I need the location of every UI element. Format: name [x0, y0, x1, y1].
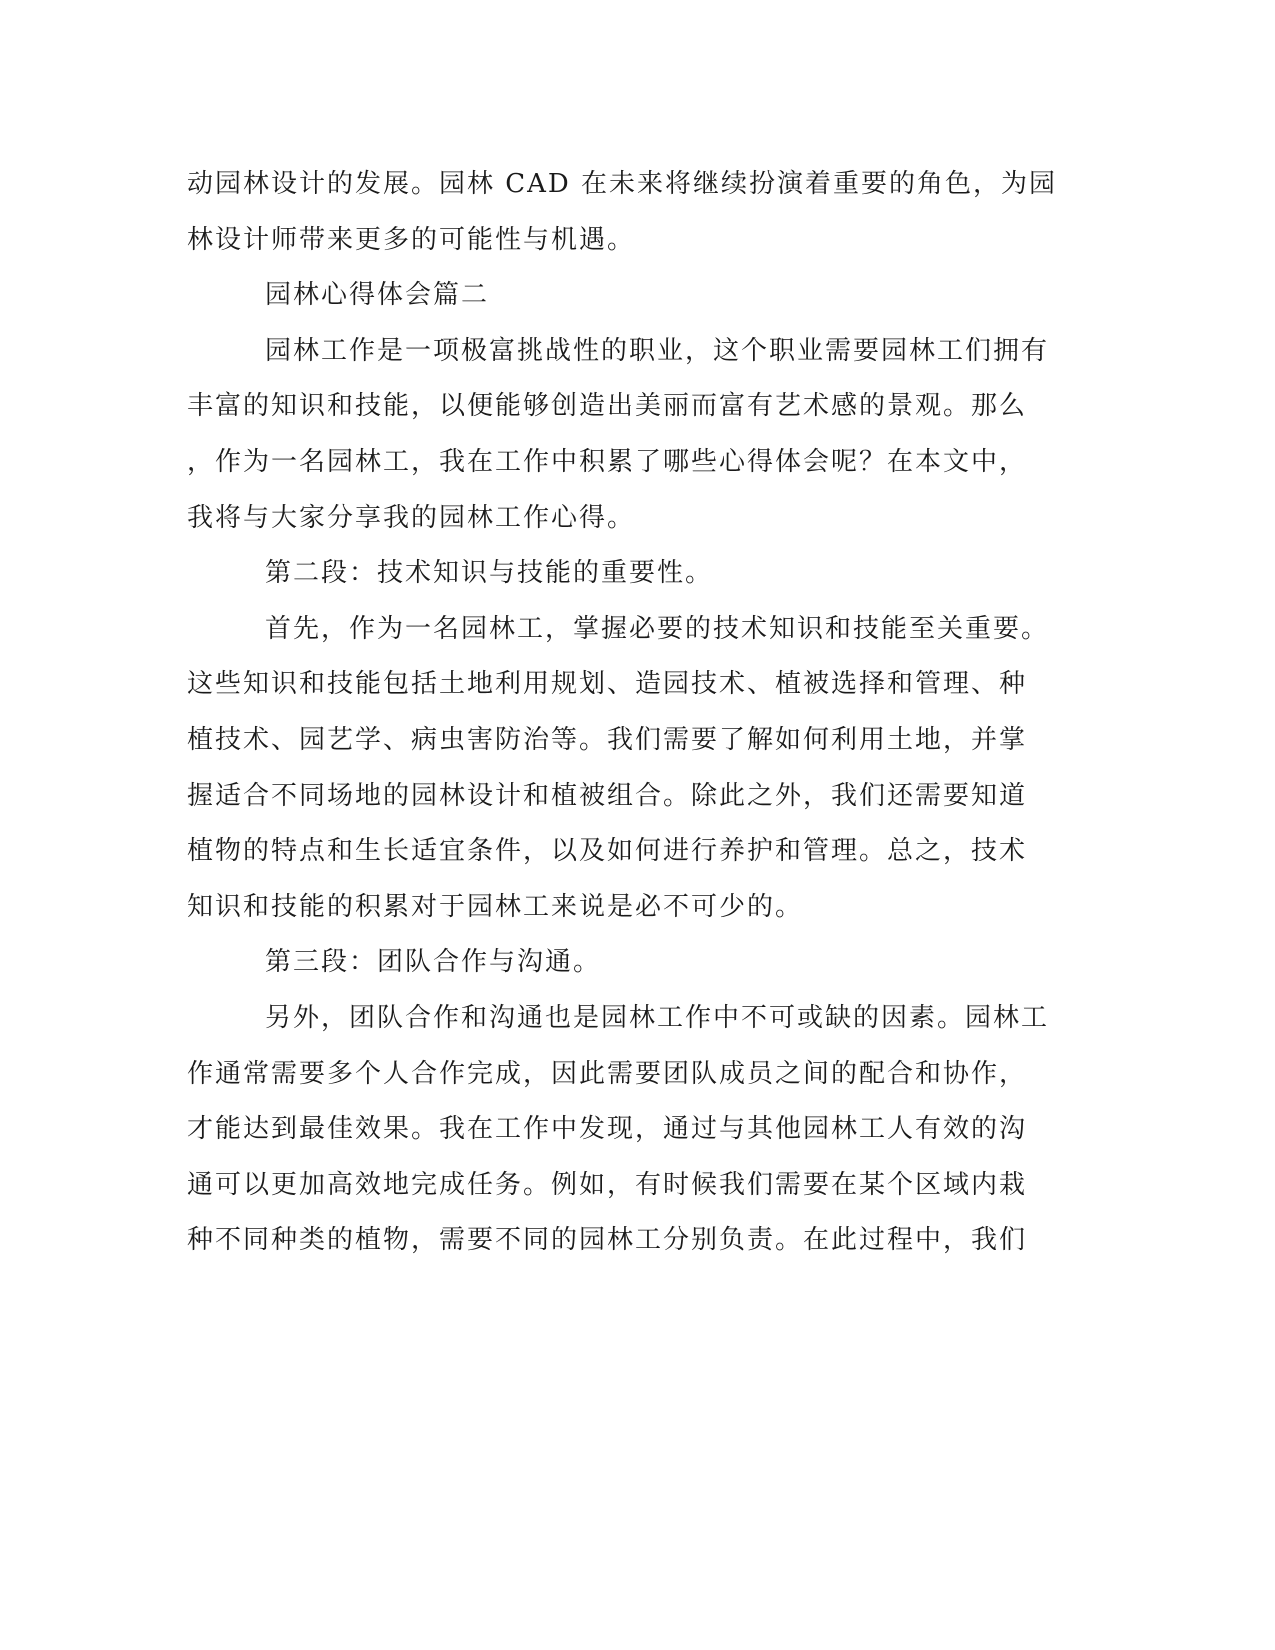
- text-line: 丰富的知识和技能，以便能够创造出美丽而富有艺术感的景观。那么: [187, 391, 1028, 422]
- text-line: 另外，团队合作和沟通也是园林工作中不可或缺的因素。园林工: [265, 1002, 1050, 1033]
- text-line: 我将与大家分享我的园林工作心得。: [187, 502, 636, 533]
- text-line: 通可以更加高效地完成任务。例如，有时候我们需要在某个区域内栽: [187, 1169, 1028, 1200]
- paragraph-heading: 第二段：技术知识与技能的重要性。: [265, 558, 714, 589]
- text-line: 林设计师带来更多的可能性与机遇。: [187, 224, 636, 255]
- text-line: 才能达到最佳效果。我在工作中发现，通过与其他园林工人有效的沟: [187, 1114, 1028, 1145]
- text-line: 握适合不同场地的园林设计和植被组合。除此之外，我们还需要知道: [187, 780, 1028, 811]
- section-title: 园林心得体会篇二: [265, 280, 490, 311]
- paragraph-heading: 第三段：团队合作与沟通。: [265, 947, 602, 978]
- text-line: 园林工作是一项极富挑战性的职业，这个职业需要园林工们拥有: [265, 335, 1050, 366]
- text-line: 这些知识和技能包括土地利用规划、造园技术、植被选择和管理、种: [187, 669, 1028, 700]
- text-line: 知识和技能的积累对于园林工来说是必不可少的。: [187, 891, 804, 922]
- text-line: 首先，作为一名园林工，掌握必要的技术知识和技能至关重要。: [265, 613, 1050, 644]
- text-line: 动园林设计的发展。园林 CAD 在未来将继续扮演着重要的角色，为园: [187, 169, 1058, 199]
- text-line: 作通常需要多个人合作完成，因此需要团队成员之间的配合和协作，: [187, 1058, 1028, 1089]
- text-line: 植物的特点和生长适宜条件，以及如何进行养护和管理。总之，技术: [187, 836, 1028, 867]
- text-line: 植技术、园艺学、病虫害防治等。我们需要了解如何利用土地，并掌: [187, 724, 1028, 755]
- text-line: ，作为一名园林工，我在工作中积累了哪些心得体会呢？在本文中，: [187, 446, 1028, 477]
- body-text: [187, 157, 1067, 1269]
- text-line: 种不同种类的植物，需要不同的园林工分别负责。在此过程中，我们: [187, 1225, 1028, 1256]
